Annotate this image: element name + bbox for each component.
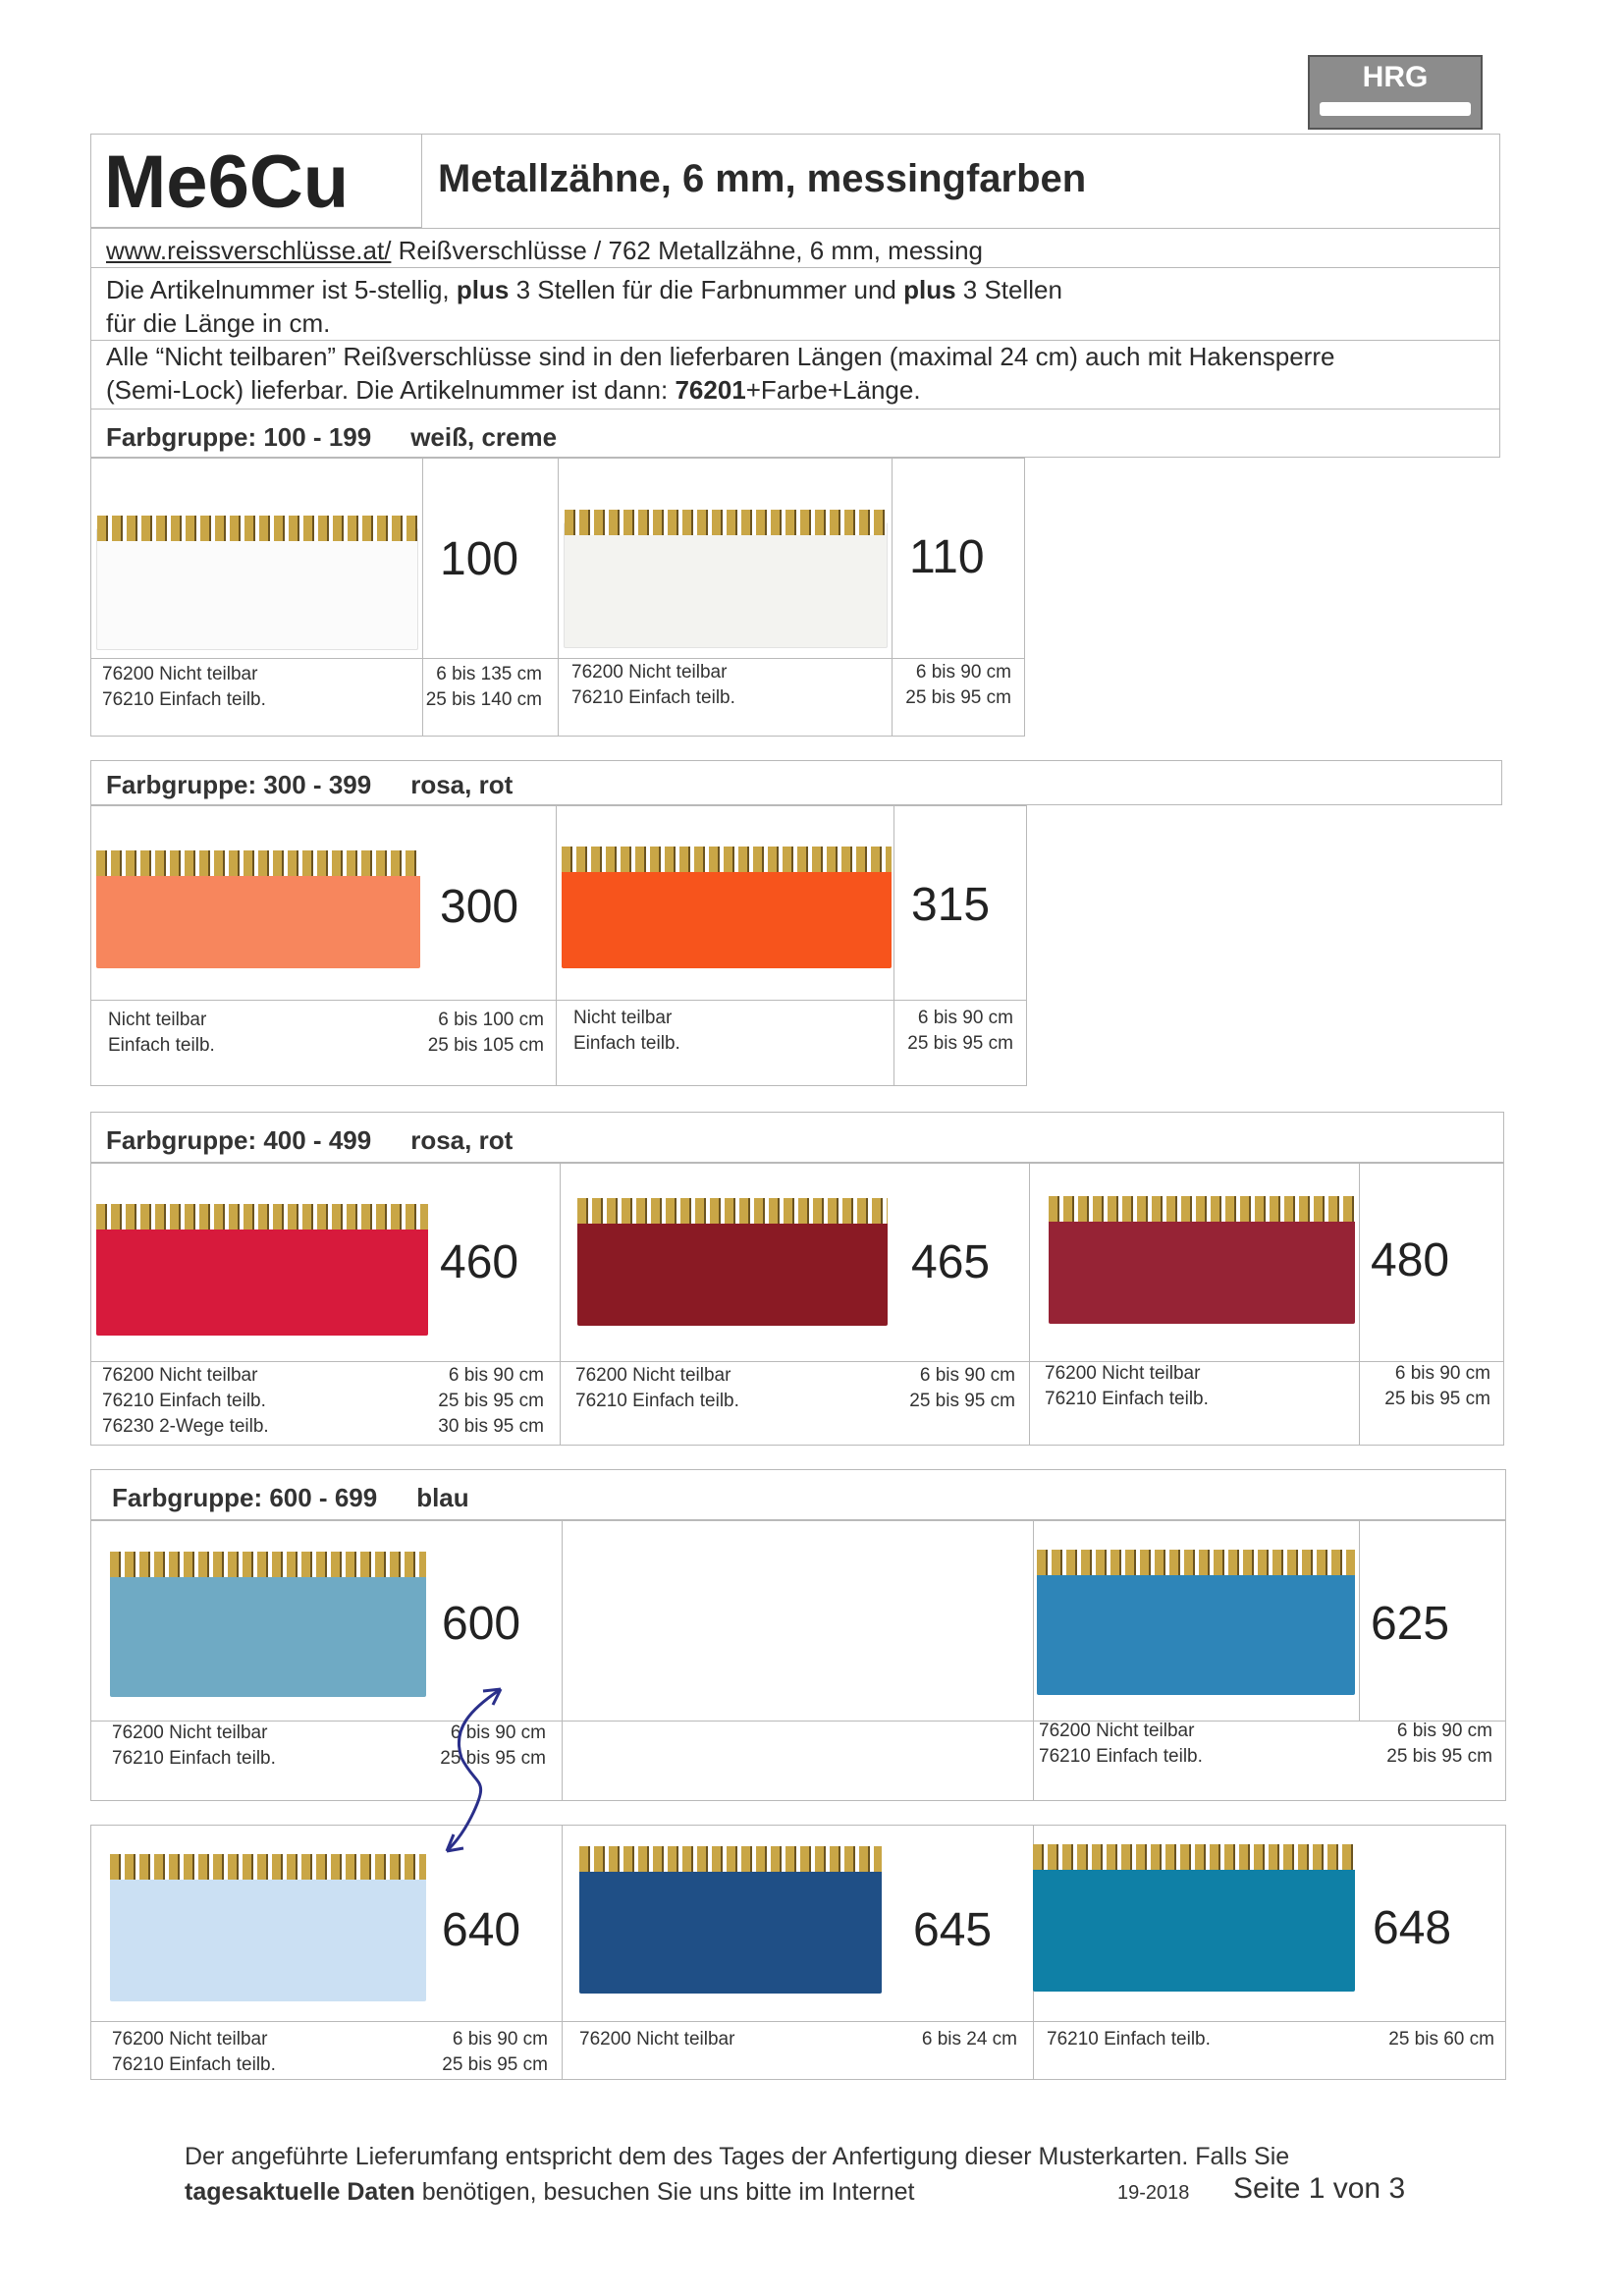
color-number: 645 [913,1904,993,1956]
sample-info: 76200 Nicht teilbar 6 bis 90 cm 76210 Einfach teilb. 25 bis 95 cm 76230 2-Wege teilb. 30 bis 95 cm [102,1365,544,1437]
pen-arrow-annotation [432,1669,540,1866]
swatch-460 [96,1204,428,1336]
zipper-teeth [110,1552,426,1577]
color-number: 300 [440,881,519,933]
card-divider [1359,1520,1360,1721]
card-divider [556,805,557,1086]
zipper-tape [579,1860,882,1994]
zipper-tape [110,1565,426,1697]
divider [90,267,1500,268]
breadcrumb-link[interactable]: www.reissverschlüsse.at/ [106,236,392,265]
swatch-648 [1033,1844,1355,1992]
swatch-110 [564,509,886,646]
color-number: 100 [440,533,519,585]
sample-info: 76200 Nicht teilbar 6 bis 90 cm 76210 Einfach teilb. 25 bis 95 cm [1039,1721,1492,1767]
zipper-teeth [97,516,417,541]
sample-info: 76200 Nicht teilbar 6 bis 90 cm 76210 Einfach teilb. 25 bis 95 cm [571,662,1011,708]
breadcrumb-path: Reißverschlüsse / 762 Metallzähne, 6 mm, messing [391,236,983,265]
logo-band [1320,102,1471,116]
hrg-logo [1308,55,1483,130]
group-header-400-label: Farbgruppe: 400 - 499 rosa, rot [106,1125,514,1155]
sample-info: 76200 Nicht teilbar 6 bis 135 cm 76210 Einfach teilb. 25 bis 140 cm [102,664,542,710]
article-number-info: Die Artikelnummer ist 5-stellig, plus 3 Stellen für die Farbnummer und plus 3 Stellen für die Länge in cm. [106,275,1062,338]
semilock-info: Alle “Nicht teilbaren” Reißverschlüsse sind in den lieferbaren Längen (maximal 24 cm) auch mit Hakensperre (Semi-Lock) lieferbar. Die Artikelnummer ist dann: 76201+Farbe+Länge. [106,342,1335,405]
zipper-tape [1049,1210,1355,1324]
zipper-tape [1033,1858,1355,1992]
zipper-teeth [96,850,420,876]
zipper-tape [96,864,420,968]
card-divider [90,658,1025,659]
page-indicator: Seite 1 von 3 [1233,2172,1406,2205]
zipper-teeth [1033,1844,1355,1870]
card-divider [558,458,559,737]
zipper-teeth [565,510,887,535]
swatch-640 [110,1854,426,2001]
zipper-tape [564,522,888,648]
breadcrumb [106,234,983,267]
zipper-teeth [577,1198,888,1224]
logo-text: HRG [1362,61,1429,93]
group-header-100: Farbgruppe: 100 - 199 weiß, creme [106,422,558,452]
color-number: 480 [1371,1234,1450,1286]
card-divider [560,1163,561,1446]
zipper-tape [1037,1563,1355,1695]
sample-info: 76200 Nicht teilbar 6 bis 24 cm [579,2029,1017,2050]
swatch-480 [1049,1196,1355,1324]
color-number: 600 [442,1598,521,1650]
swatch-645 [579,1846,882,1994]
zipper-tape [110,1868,426,2001]
zipper-teeth [579,1846,882,1872]
swatch-100 [96,515,416,648]
card-divider [1033,1520,1034,1801]
footer-line2: tagesaktuelle Daten benötigen, besuchen Sie uns bitte im Internet [185,2178,915,2206]
card-divider [562,1520,563,1801]
card-divider [562,1825,563,2080]
zipper-tape [96,528,418,650]
color-number: 625 [1371,1598,1450,1650]
zipper-tape [577,1212,888,1326]
color-number: 315 [911,879,991,931]
swatch-600 [110,1552,426,1697]
swatch-625 [1037,1550,1355,1695]
group-header-600-label: Farbgruppe: 600 - 699 blau [112,1483,469,1512]
color-number: 460 [440,1236,519,1288]
divider [90,228,1500,229]
card-divider [1029,1163,1030,1446]
sample-info: 76200 Nicht teilbar 6 bis 90 cm 76210 Einfach teilb. 25 bis 95 cm [112,1722,546,1769]
footer-date: 19-2018 [1117,2182,1190,2204]
color-number: 640 [442,1904,521,1956]
zipper-tape [562,860,892,968]
color-number: 465 [911,1236,991,1288]
product-title: Metallzähne, 6 mm, messingfarben [438,157,1087,200]
sample-info: Nicht teilbar 6 bis 100 cm Einfach teilb. 25 bis 105 cm [108,1010,544,1056]
zipper-teeth [96,1204,428,1230]
swatch-300 [96,850,420,968]
product-code: Me6Cu [104,140,350,224]
zipper-teeth [1037,1550,1355,1575]
group-header-300-label: Farbgruppe: 300 - 399 rosa, rot [106,770,514,799]
sample-info: 76200 Nicht teilbar 6 bis 90 cm 76210 Einfach teilb. 25 bis 95 cm [1045,1363,1490,1409]
sample-info: Nicht teilbar 6 bis 90 cm Einfach teilb. 25 bis 95 cm [573,1008,1013,1054]
sample-info: 76200 Nicht teilbar 6 bis 90 cm 76210 Einfach teilb. 25 bis 95 cm [112,2029,548,2075]
footer-disclaimer: Der angeführte Lieferumfang entspricht dem des Tages der Anfertigung dieser Musterkarten. Falls Sie [185,2143,1290,2170]
zipper-teeth [562,847,892,872]
color-number: 648 [1373,1902,1452,1954]
card-divider [90,1000,1027,1001]
card-divider [90,2021,1506,2022]
sample-info: 76200 Nicht teilbar 6 bis 90 cm 76210 Einfach teilb. 25 bis 95 cm [575,1365,1015,1411]
swatch-465 [577,1198,888,1326]
zipper-teeth [1049,1196,1355,1222]
swatch-315 [562,847,892,968]
sample-info: 76210 Einfach teilb. 25 bis 60 cm [1047,2029,1494,2050]
zipper-tape [96,1218,428,1336]
zipper-teeth [110,1854,426,1880]
color-number: 110 [909,531,985,583]
divider [90,409,1500,410]
